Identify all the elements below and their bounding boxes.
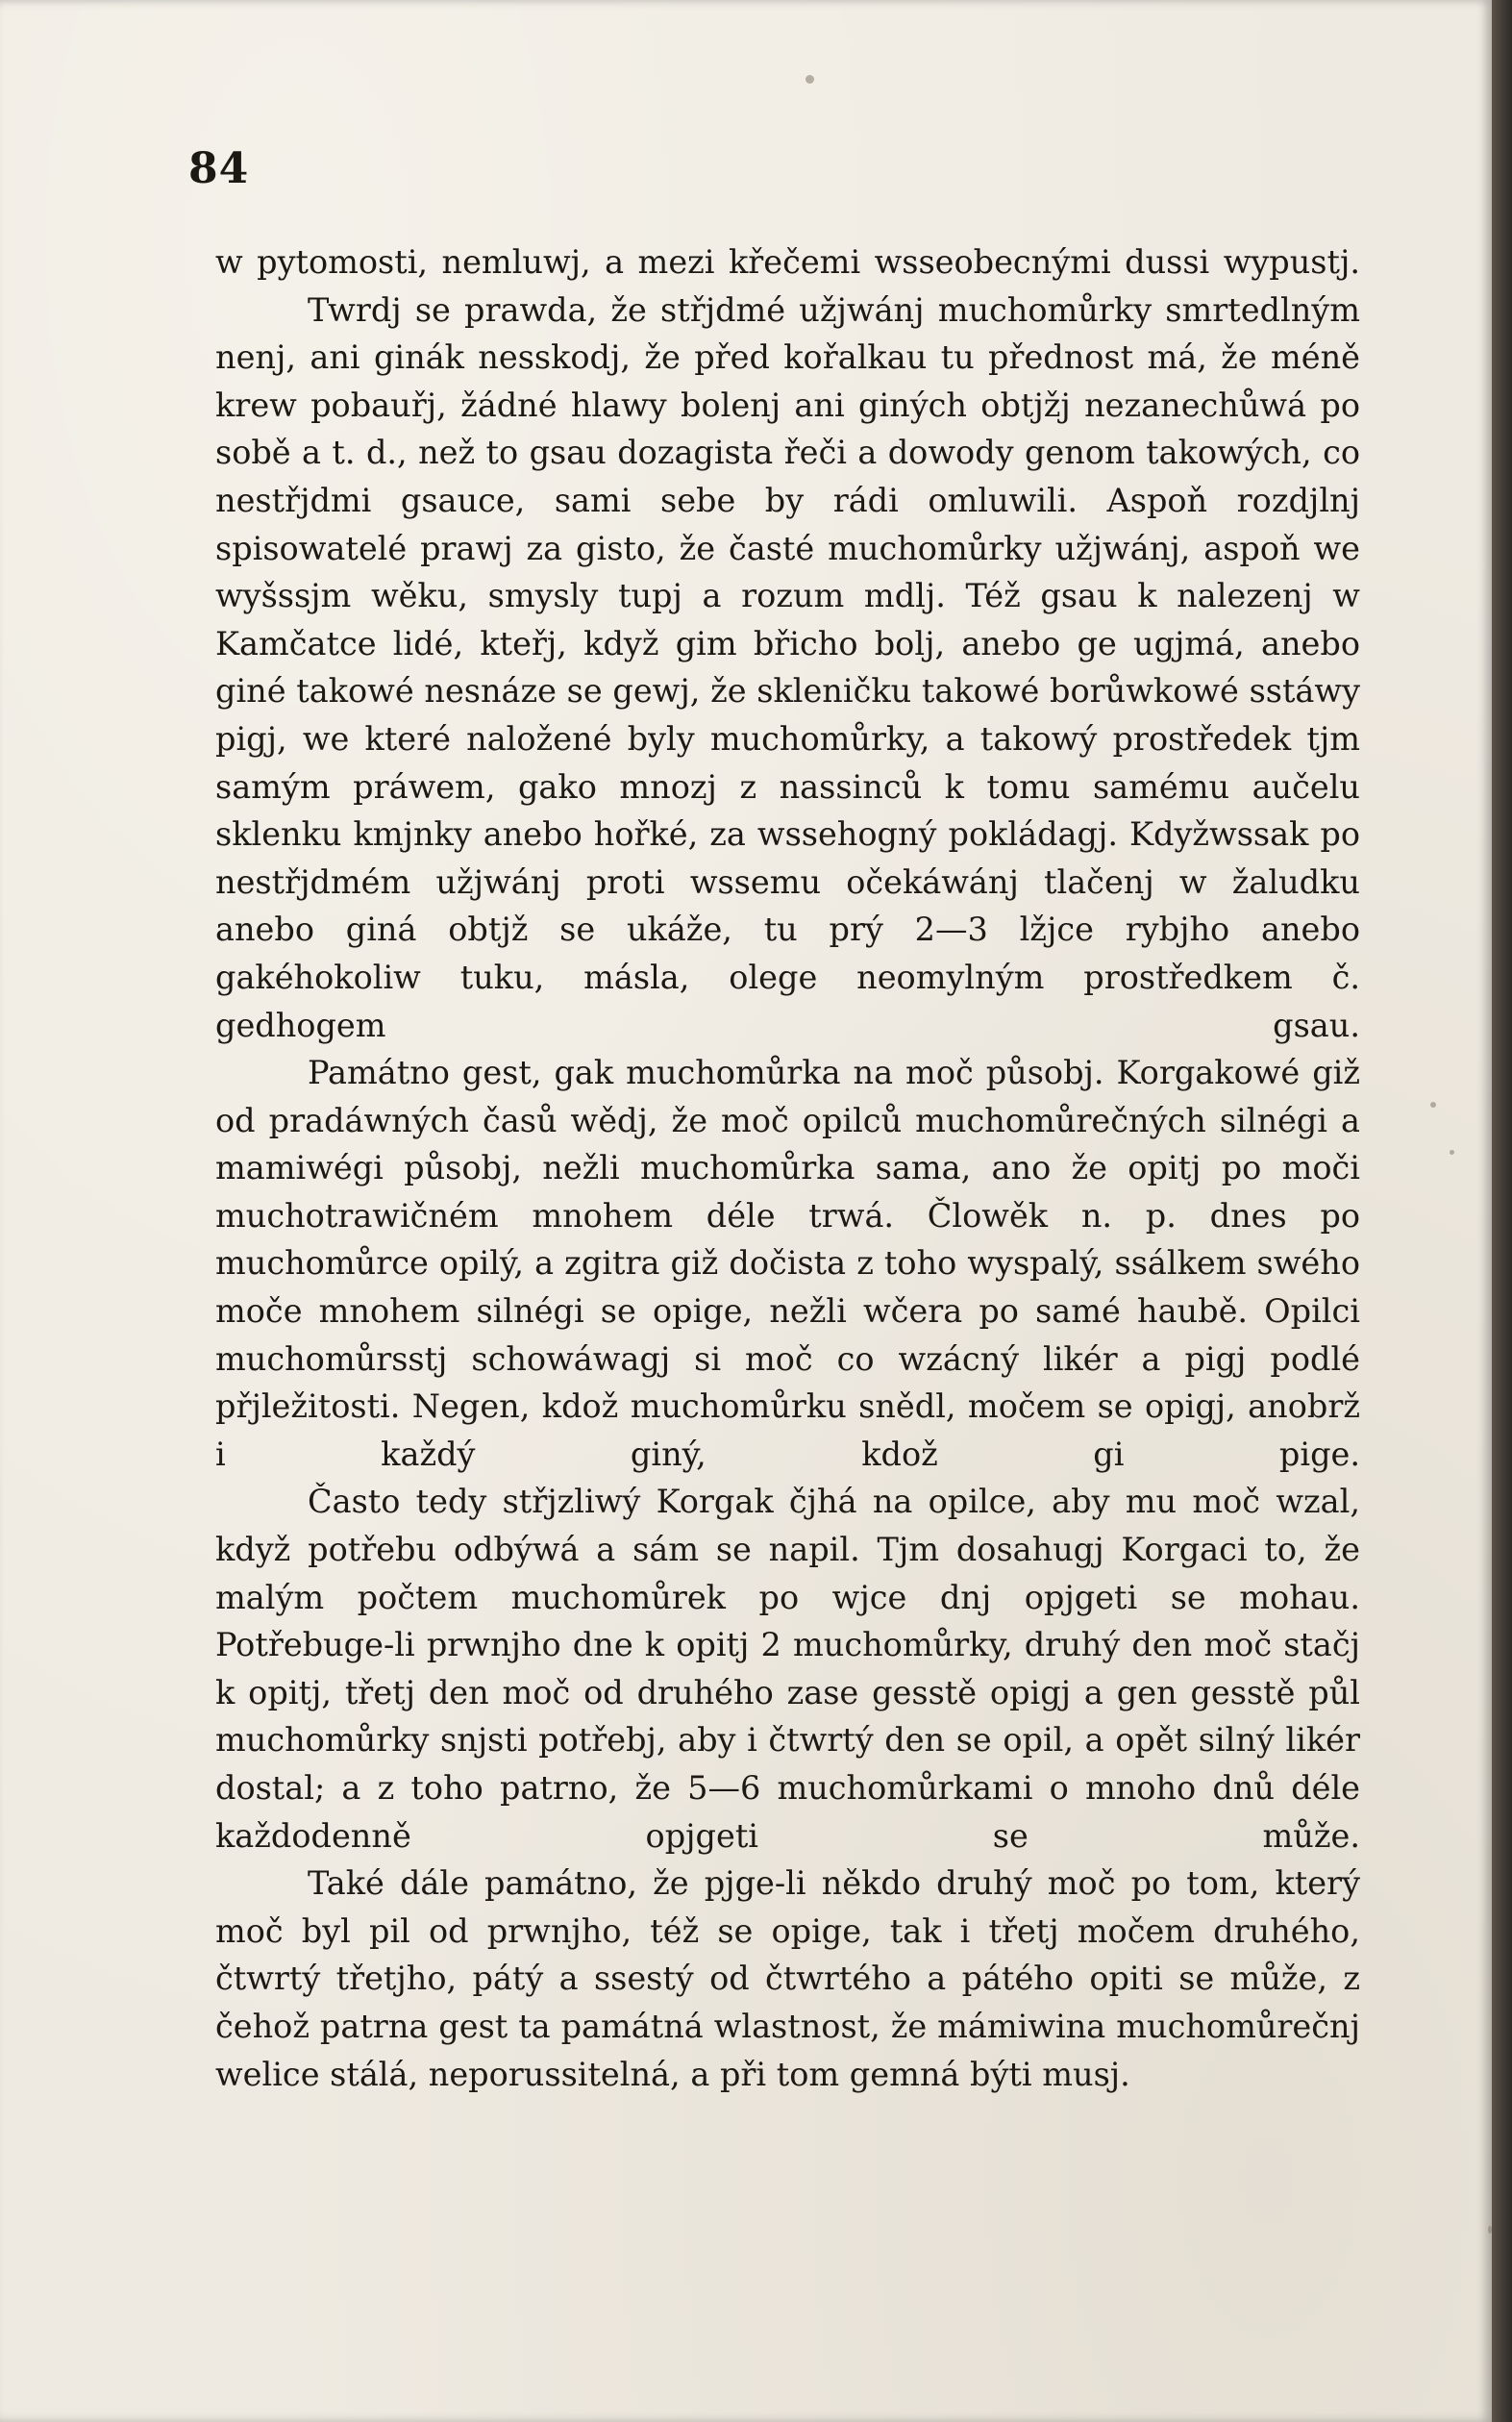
page-edge-shadow <box>1492 0 1512 2422</box>
paragraph: Také dále památno, že pjge-li někdo druhý moč po tom, který moč byl pil od prwnjho, též se opige, tak i třetj močem druhého, čtwrtý třetjho, pátý a ssestý od čtwrtého a pátého opiti se může, z čehož patrna gest ta památná wlastnost, že mámiwina muchomůrečnj welice stálá, neporussitelná, a při tom gemná býti musj. <box>215 1864 1360 2093</box>
paragraph: Památno gest, gak muchomůrka na moč působj. Korgakowé giž od pradáwných časů wědj, že moč opilců muchomůrečných silnégi a mamiwégi působj, nežli muchomůrka sama, ano že opitj po moči muchotrawičném mnohem déle trwá. Člowěk n. p. dnes po muchomůrce opilý, a zgitra giž dočista z toho wyspalý, ssálkem swého moče mnohem silnégi se opige, nežli wčera po samé haubě. Opilci muchomůrsstj schowáwagj si moč co wzácný likér a pigj podlé přjležitosti. Negen, kdož muchomůrku snědl, močem se opigj, anobrž i každý giný, kdož gi pige. <box>215 1054 1360 1473</box>
paragraph-continuation: w pytomosti, nemluwj, a mezi křečemi wsseobecnými dussi wypustj. <box>215 243 1360 281</box>
paper-speck <box>1450 1150 1454 1155</box>
body-text <box>215 238 1360 2098</box>
paper-speck <box>1430 1102 1436 1108</box>
paragraph: Často tedy střjzliwý Korgak čjhá na opilce, aby mu moč wzal, když potřebu odbýwá a sám se napil. Tjm dosahugj Korgaci to, že malým počtem muchomůrek po wjce dnj opjgeti se mohau. Potřebuge-li prwnjho dne k opitj 2 muchomůrky, druhý den moč stačj k opitj, třetj den moč od druhého zase gesstě opigj a gen gesstě půl muchomůrky snjsti potřebj, aby i čtwrtý den se opil, a opět silný likér dostal; a z toho patrno, že 5—6 muchomůrkami o mnoho dnů déle každodenně opjgeti se může. <box>215 1483 1360 1855</box>
paper-speck <box>806 75 814 84</box>
page-number: 84 <box>188 144 250 193</box>
paragraph: Twrdj se prawda, že střjdmé užjwánj muchomůrky smrtedlným nenj, ani ginák nesskodj, že před kořalkau tu přednost má, že méně krew pobauřj, žádné hlawy bolenj ani giných obtjžj nezanechůwá po sobě a t. d., než to gsau dozagista řeči a dowody genom takowých, co nestřjdmi gsauce, sami sebe by rádi omluwili. Aspoň rozdjlnj spisowatelé prawj za gisto, že časté muchomůrky užjwánj, aspoň we wyšssjm wěku, smysly tupj a rozum mdlj. Též gsau k nalezenj w Kamčatce lidé, kteřj, když gim břicho bolj, anebo ge ugjmá, anebo giné takowé nesnáze se gewj, že skleničku takowé borůwkowé sstáwy pigj, we které naložené byly muchomůrky, a takowý prostředek tjm samým práwem, gako mnozj z nassinců k tomu samému aučelu sklenku kmjnky anebo hořké, za wssehogný pokládagj. Kdyžwssak po nestřjdmém užjwánj proti wssemu očekáwánj tlačenj w žaludku anebo giná obtjž se ukáže, tu prý 2—3 lžjce rybjho anebo gakéhokoliw tuku, másla, olege neomylným prostředkem č. gedhogem gsau. <box>215 290 1360 1044</box>
